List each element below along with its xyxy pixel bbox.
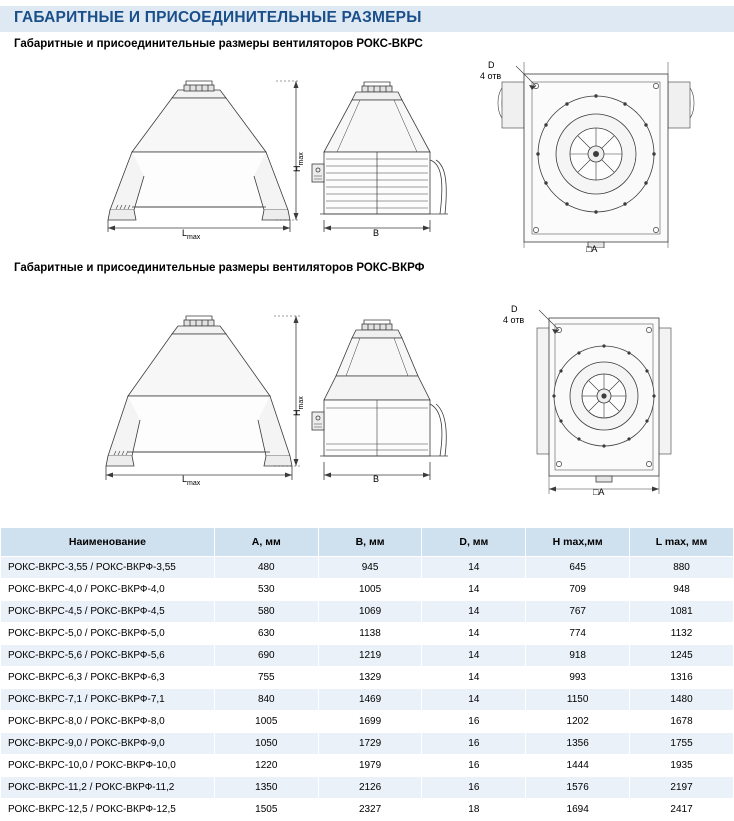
table-cell-lmax: 2197: [630, 777, 734, 799]
table-cell-b: 1699: [318, 711, 422, 733]
dim-label-holes-vkrs: 4 отв: [480, 71, 502, 81]
table-cell-hmax: 1444: [526, 755, 630, 777]
table-header-row: [1, 528, 734, 557]
dim-label-hmax-vkrs: $H_{max}$: [292, 152, 305, 172]
table-cell-a: 480: [214, 557, 318, 579]
table-cell-d: 14: [422, 601, 526, 623]
table-row: [1, 777, 734, 799]
table-cell-a: 690: [214, 645, 318, 667]
table-row: [1, 711, 734, 733]
dim-label-d-vkrf: D: [511, 304, 518, 314]
table-cell-a: 1505: [214, 799, 318, 821]
table-cell-lmax: 1935: [630, 755, 734, 777]
table-cell-a: 1350: [214, 777, 318, 799]
table-cell-d: 14: [422, 557, 526, 579]
section-caption-vkrf: Габаритные и присоединительные размеры вентиляторов РОКС-ВКРФ: [14, 262, 425, 274]
table-cell-d: 14: [422, 645, 526, 667]
table-header-b: В, мм: [318, 528, 422, 557]
table-cell-lmax: 1316: [630, 667, 734, 689]
table-cell-b: 945: [318, 557, 422, 579]
table-cell-b: 1138: [318, 623, 422, 645]
table-cell-d: 14: [422, 667, 526, 689]
table-cell-a: 755: [214, 667, 318, 689]
dim-label-b-vkrf: B: [373, 474, 380, 484]
drawing-vkrf-top-view: [495, 300, 725, 500]
table-cell-lmax: 948: [630, 579, 734, 601]
table-cell-hmax: 993: [526, 667, 630, 689]
table-cell-b: 1979: [318, 755, 422, 777]
table-cell-name: РОКС-ВКРС-4,5 / РОКС-ВКРФ-4,5: [1, 601, 215, 623]
table-cell-b: 1469: [318, 689, 422, 711]
table-row: [1, 645, 734, 667]
table-cell-name: РОКС-ВКРС-3,55 / РОКС-ВКРФ-3,55: [1, 557, 215, 579]
table-cell-name: РОКС-ВКРС-9,0 / РОКС-ВКРФ-9,0: [1, 733, 215, 755]
table-cell-name: РОКС-ВКРС-12,5 / РОКС-ВКРФ-12,5: [1, 799, 215, 821]
table-cell-b: 1729: [318, 733, 422, 755]
dim-label-hmax-vkrf: $H_{max}$: [292, 396, 305, 416]
table-cell-a: 530: [214, 579, 318, 601]
dim-label-lmax-vkrf: $L_{max}$: [182, 474, 201, 487]
table-cell-a: 840: [214, 689, 318, 711]
table-cell-hmax: 1576: [526, 777, 630, 799]
drawing-vkrs-side-view: [290, 60, 480, 238]
table-cell-d: 18: [422, 799, 526, 821]
table-cell-d: 16: [422, 711, 526, 733]
table-cell-a: 580: [214, 601, 318, 623]
table-cell-name: РОКС-ВКРС-10,0 / РОКС-ВКРФ-10,0: [1, 755, 215, 777]
table-cell-b: 1329: [318, 667, 422, 689]
table-row: [1, 689, 734, 711]
table-cell-name: РОКС-ВКРС-4,0 / РОКС-ВКРФ-4,0: [1, 579, 215, 601]
dim-label-lmax-vkrs: $L_{max}$: [182, 228, 201, 241]
dim-label-a-vkrs: □A: [586, 244, 598, 254]
table-header-name: Наименование: [1, 528, 215, 557]
dim-label-d-vkrs: D: [488, 60, 495, 70]
table-cell-hmax: 645: [526, 557, 630, 579]
table-cell-lmax: 880: [630, 557, 734, 579]
dim-label-holes-vkrf: 4 отв: [503, 315, 525, 325]
table-cell-a: 1005: [214, 711, 318, 733]
table-cell-lmax: 1678: [630, 711, 734, 733]
drawing-vkrf-front-view: [60, 300, 305, 487]
table-cell-lmax: 1755: [630, 733, 734, 755]
table-cell-name: РОКС-ВКРС-8,0 / РОКС-ВКРФ-8,0: [1, 711, 215, 733]
table-cell-a: 630: [214, 623, 318, 645]
table-cell-hmax: 918: [526, 645, 630, 667]
table-cell-b: 1219: [318, 645, 422, 667]
table-header-hmax: H max,мм: [526, 528, 630, 557]
table-row: [1, 579, 734, 601]
table-body: [1, 557, 734, 821]
table-cell-name: РОКС-ВКРС-7,1 / РОКС-ВКРФ-7,1: [1, 689, 215, 711]
table-row: [1, 799, 734, 821]
table-cell-hmax: 1150: [526, 689, 630, 711]
table-row: [1, 623, 734, 645]
table-cell-lmax: 1480: [630, 689, 734, 711]
table-cell-b: 1069: [318, 601, 422, 623]
table-cell-name: РОКС-ВКРС-5,6 / РОКС-ВКРФ-5,6: [1, 645, 215, 667]
table-cell-lmax: 1081: [630, 601, 734, 623]
dimensions-table: [0, 527, 734, 821]
table-cell-lmax: 1132: [630, 623, 734, 645]
table-cell-name: РОКС-ВКРС-11,2 / РОКС-ВКРФ-11,2: [1, 777, 215, 799]
table-header-d: D, мм: [422, 528, 526, 557]
table-cell-d: 14: [422, 623, 526, 645]
page-title: ГАБАРИТНЫЕ И ПРИСОЕДИНИТЕЛЬНЫЕ РАЗМЕРЫ: [14, 9, 422, 26]
table-cell-hmax: 709: [526, 579, 630, 601]
table-row: [1, 667, 734, 689]
section-caption-vkrs: Габаритные и присоединительные размеры вентиляторов РОКС-ВКРС: [14, 38, 423, 50]
table-cell-d: 16: [422, 733, 526, 755]
table-cell-a: 1220: [214, 755, 318, 777]
table-cell-d: 16: [422, 777, 526, 799]
dim-label-a-vkrf: □A: [593, 487, 605, 497]
table-cell-hmax: 767: [526, 601, 630, 623]
table-cell-hmax: 774: [526, 623, 630, 645]
table-cell-lmax: 1245: [630, 645, 734, 667]
table-row: [1, 601, 734, 623]
table-cell-d: 16: [422, 755, 526, 777]
table-cell-lmax: 2417: [630, 799, 734, 821]
drawing-vkrf-side-view: [290, 300, 480, 485]
table-cell-name: РОКС-ВКРС-6,3 / РОКС-ВКРФ-6,3: [1, 667, 215, 689]
drawing-vkrs-top-view: [480, 58, 730, 254]
table-cell-b: 2327: [318, 799, 422, 821]
table-cell-a: 1050: [214, 733, 318, 755]
table-cell-hmax: 1356: [526, 733, 630, 755]
table-header-lmax: L max, мм: [630, 528, 734, 557]
drawing-vkrs-front-view: [60, 60, 305, 241]
dim-label-b-vkrs: B: [373, 228, 380, 238]
table-cell-b: 2126: [318, 777, 422, 799]
table-row: [1, 557, 734, 579]
table-cell-hmax: 1694: [526, 799, 630, 821]
table-row: [1, 733, 734, 755]
table-cell-d: 14: [422, 579, 526, 601]
table-header-a: А, мм: [214, 528, 318, 557]
table-cell-hmax: 1202: [526, 711, 630, 733]
table-cell-name: РОКС-ВКРС-5,0 / РОКС-ВКРФ-5,0: [1, 623, 215, 645]
table-cell-b: 1005: [318, 579, 422, 601]
table-cell-d: 14: [422, 689, 526, 711]
